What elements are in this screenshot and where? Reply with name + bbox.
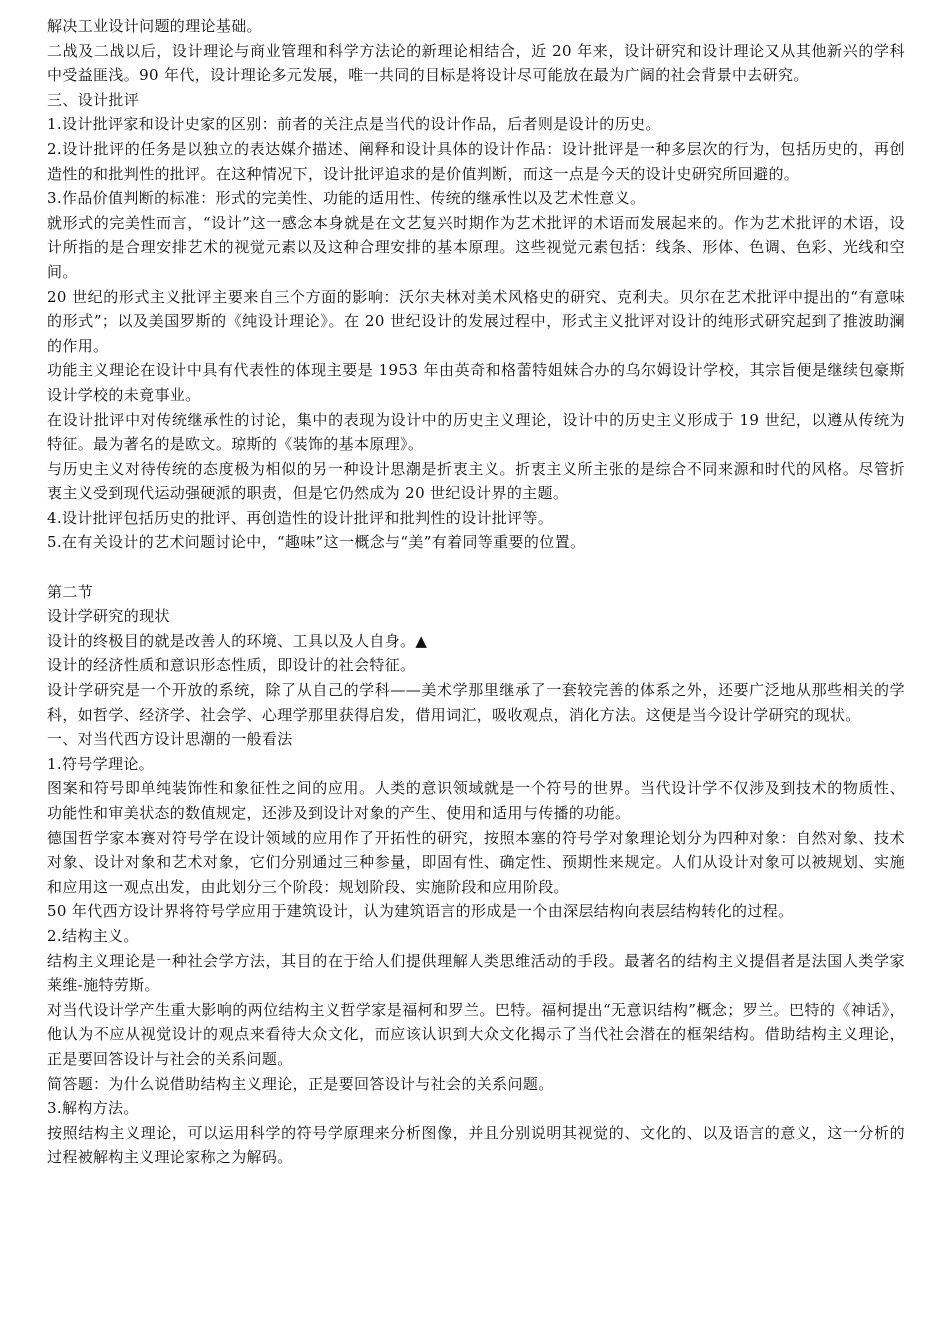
paragraph: 50 年代西方设计界将符号学应用于建筑设计，认为建筑语言的形成是一个由深层结构向表层结构转化的过程。 [47,902,794,921]
list-item: 1.符号学理论。 [47,754,155,773]
paragraph: 按照结构主义理论，可以运用科学的符号学原理来分析图像，并且分别说明其视觉的、文化的、以及语言的意义，这一分析的过程被解构主义理论家称之为解码。 [47,1123,905,1167]
list-item: 2.设计批评的任务是以独立的表达媒介描述、阐释和设计具体的设计作品：设计批评是一种多层次的行为，包括历史的，再创造性的和批判性的批评。在这种情况下，设计批评追求的是价值判断，而这一点是今天的设计史研究所回避的。 [47,139,905,183]
paragraph: 与历史主义对待传统的态度极为相似的另一种设计思潮是折衷主义。折衷主义所主张的是综合不同来源和时代的风格。尽管折衷主义受到现代运动强硬派的职责，但是它仍然成为 20 世纪设计界的主题。 [47,459,905,503]
list-item: 4.设计批评包括历史的批评、再创造性的设计批评和批判性的设计批评等。 [47,508,554,527]
paragraph: 对当代设计学产生重大影响的两位结构主义哲学家是福柯和罗兰。巴特。福柯提出“无意识结构”概念；罗兰。巴特的《神话》，他认为不应从视觉设计的观点来看待大众文化，而应该认识到大众文化揭示了当代社会潜在的框架结构。借助结构主义理论，正是要回答设计与社会的关系问题。 [47,1000,905,1068]
list-item: 5.在有关设计的艺术问题讨论中，“趣味”这一概念与“美”有着同等重要的位置。 [47,533,586,552]
paragraph: 设计的终极目的就是改善人的环境、工具以及人自身。▲ [47,631,428,650]
paragraph: 解决工业设计问题的理论基础。 [47,17,262,35]
blank-line [47,555,905,580]
section-heading: 三、设计批评 [47,90,140,109]
paragraph: 简答题：为什么说借助结构主义理论，正是要回答设计与社会的关系问题。 [47,1074,554,1093]
paragraph: 在设计批评中对传统继承性的讨论，集中的表现为设计中的历史主义理论，设计中的历史主义形成于 19 世纪，以遵从传统为特征。最为著名的是欧文。琼斯的《装饰的基本原理》。 [47,410,905,454]
paragraph: 20 世纪的形式主义批评主要来自三个方面的影响：沃尔夫林对美术风格史的研究、克利夫。贝尔在艺术批评中提出的“有意味的形式”；以及美国罗斯的《纯设计理论》。在 20 世纪设计的发展过程中，形式主义批评对设计的纯形式研究起到了推波助澜的作用。 [47,287,905,355]
paragraph: 图案和符号即单纯装饰性和象征性之间的应用。人类的意识领域就是一个符号的世界。当代设计学不仅涉及到技术的物质性、功能性和审美状态的数值规定，还涉及到设计对象的产生、使用和适用与传播的功能。 [47,779,905,822]
paragraph: 设计学研究是一个开放的系统，除了从自己的学科——美术学那里继承了一套较完善的体系之外，还要广泛地从那些相关的学科，如哲学、经济学、社会学、心理学那里获得启发，借用词汇，吸收观点，消化方法。这便是当今设计学研究的现状。 [47,681,905,724]
section-heading: 一、对当代西方设计思潮的一般看法 [47,730,293,749]
document-page [47,14,905,1170]
paragraph: 结构主义理论是一种社会学方法，其目的在于给人们提供理解人类思维活动的手段。最著名的结构主义提倡者是法国人类学家莱维-施特劳斯。 [47,951,905,995]
paragraph: 二战及二战以后，设计理论与商业管理和科学方法论的新理论相结合，近 20 年来，设计研究和设计理论又从其他新兴的学科中受益匪浅。90 年代，设计理论多元发展，唯一共同的目标是将设计尽可能放在最为广阔的社会背景中去研究。 [47,41,905,85]
list-item: 3.作品价值判断的标准：形式的完美性、功能的适用性、传统的继承性以及艺术性意义。 [47,189,646,208]
paragraph: 设计的经济性质和意识形态性质，即设计的社会特征。 [47,656,416,675]
list-item: 1.设计批评家和设计史家的区别：前者的关注点是当代的设计作品，后者则是设计的历史。 [47,115,661,134]
paragraph: 就形式的完美性而言，“设计”这一感念本身就是在文艺复兴时期作为艺术批评的术语而发展起来的。作为艺术批评的术语，设计所指的是合理安排艺术的视觉元素以及这种合理安排的基本原理。这些视觉元素包括：线条、形体、色调、色彩、光线和空间。 [47,213,905,281]
list-item: 3.解构方法。 [47,1099,139,1118]
paragraph: 功能主义理论在设计中具有代表性的体现主要是 1953 年由英奇和格蕾特姐妹合办的乌尔姆设计学校，其宗旨便是继续包豪斯设计学校的未竟事业。 [47,361,905,404]
section-heading: 设计学研究的现状 [47,607,170,626]
section-heading: 第二节 [47,582,94,601]
list-item: 2.结构主义。 [47,926,139,945]
paragraph: 德国哲学家本赛对符号学在设计领域的应用作了开拓性的研究，按照本塞的符号学对象理论划分为四种对象：自然对象、技术对象、设计对象和艺术对象，它们分别通过三种参量，即固有性、确定性、预期性来规定。人们从设计对象可以被规划、实施和应用这一观点出发，由此划分三个阶段：规划阶段、实施阶段和应用阶段。 [47,828,905,896]
